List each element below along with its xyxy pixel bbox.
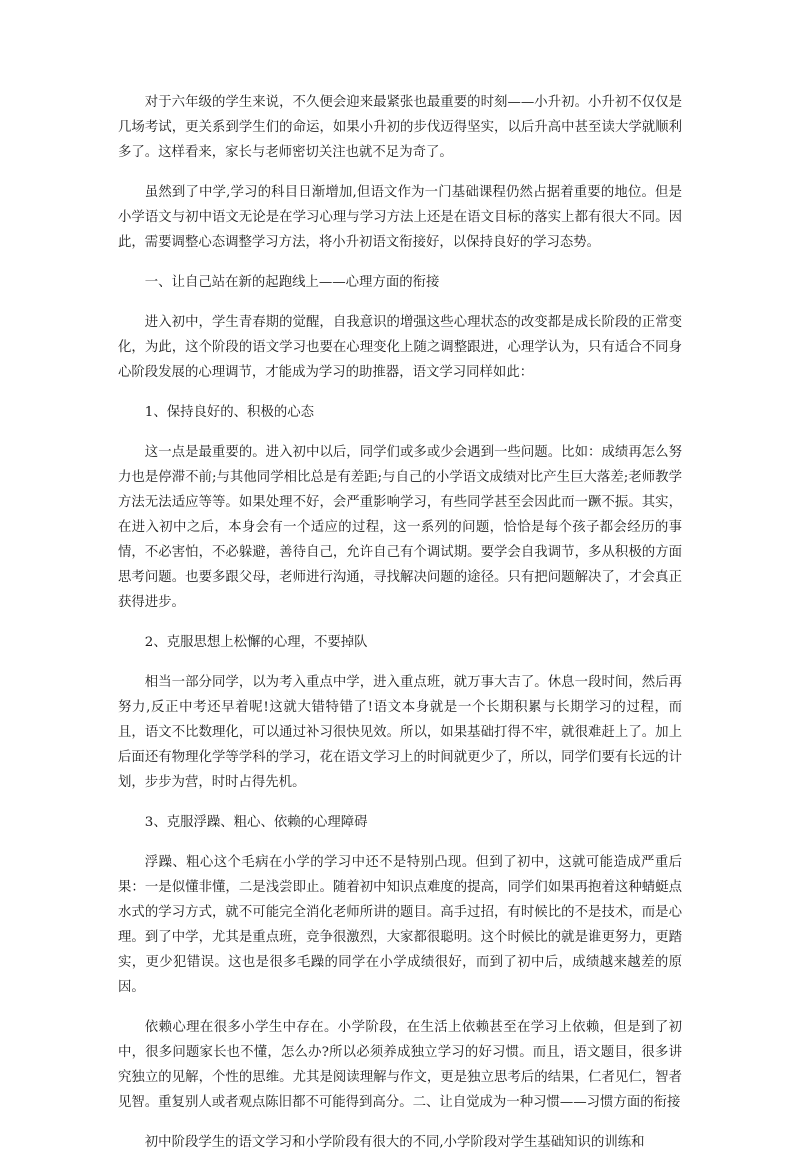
paragraph-habits: 初中阶段学生的语文学习和小学阶段有很大的不同,小学阶段对学生基础知识的训练和 (144, 1135, 645, 1150)
section-heading-psychology: 一、让自己站在新的起跑线上——心理方面的衔接 (144, 275, 440, 290)
subheading-overcome-barriers: 3、克服浮躁、粗心、依赖的心理障碍 (144, 815, 368, 830)
subheading-no-slacking: 2、克服思想上松懈的心理，不要掉队 (144, 635, 368, 650)
paragraph-positive-attitude: 这一点是最重要的。进入初中以后，同学们或多或少会遇到一些问题。比如：成绩再怎么努力也是停滞不前;与其他同学相比总是有差距;与自己的小学语文成绩对比产生巨大落差;老师教学方法无法适应等等。如果处理不好，会严重影响学习，有些同学甚至会因此而一蹶不振。其实，在进入初中之后，本身会有一个适应的过程，这一系列的问题，恰恰是每个孩子都会经历的事情，不必害怕，不必躲避，善待自己，允许自己有个调试期。要学会自我调节，多从积极的方面思考问题。也要多跟父母，老师进行沟通，寻找解决问题的途径。只有把问题解决了，才会真正获得进步。 (118, 445, 682, 610)
paragraph-no-slacking: 相当一部分同学，以为考入重点中学，进入重点班，就万事大吉了。休息一段时间，然后再努力,反正中考还早着呢!这就大错特错了!语文本身就是一个长期积累与长期学习的过程，而且，语文不比数理化，可以通过补习很快见效。所以，如果基础打得不牢，就很难赶上了。加上后面还有物理化学等学科的学习，花在语文学习上的时间就更少了，所以，同学们要有长远的计划，步步为营，时时占得先机。 (118, 675, 682, 790)
paragraph-dependence: 依赖心理在很多小学生中存在。小学阶段，在生活上依赖甚至在学习上依赖，但是到了初中，很多问题家长也不懂，怎么办?所以必须养成独立学习的好习惯。而且，语文题目，很多讲究独立的见解，个性的思维。尤其是阅读理解与作文，更是独立思考后的结果，仁者见仁，智者见智。重复别人或者观点陈旧都不可能得到高分。二、让自觉成为一种习惯——习惯方面的衔接 (118, 1020, 682, 1110)
paragraph-adolescence: 进入初中，学生青春期的觉醒，自我意识的增强这些心理状态的改变都是成长阶段的正常变化，为此，这个阶段的语文学习也要在心理变化上随之调整跟进，心理学认为，只有适合不同身心阶段发展的心理调节，才能成为学习的助推器，语文学习同样如此： (118, 315, 682, 380)
document-page (118, 90, 682, 1170)
paragraph-chinese-importance: 虽然到了中学,学习的科目日渐增加,但语文作为一门基础课程仍然占据着重要的地位。但是小学语文与初中语文无论是在学习心理与学习方法上还是在语文目标的落实上都有很大不同。因此，需要调整心态调整学习方法，将小升初语文衔接好，以保持良好的学习态势。 (118, 185, 682, 250)
subheading-positive-attitude: 1、保持良好的、积极的心态 (144, 405, 315, 420)
paragraph-impatience: 浮躁、粗心这个毛病在小学的学习中还不是特别凸现。但到了初中，这就可能造成严重后果：一是似懂非懂，二是浅尝即止。随着初中知识点难度的提高，同学们如果再抱着这种蜻蜓点水式的学习方式，就不可能完全消化老师所讲的题目。高手过招，有时候比的不是技术，而是心理。到了中学，尤其是重点班，竞争很激烈，大家都很聪明。这个时候比的就是谁更努力，更踏实，更少犯错误。这也是很多毛躁的同学在小学成绩很好，而到了初中后，成绩越来越差的原因。 (118, 855, 682, 995)
paragraph-intro: 对于六年级的学生来说，不久便会迎来最紧张也最重要的时刻——小升初。小升初不仅仅是几场考试，更关系到学生们的命运，如果小升初的步伐迈得坚实，以后升高中甚至读大学就顺利多了。这样看来，家长与老师密切关注也就不足为奇了。 (118, 95, 682, 160)
